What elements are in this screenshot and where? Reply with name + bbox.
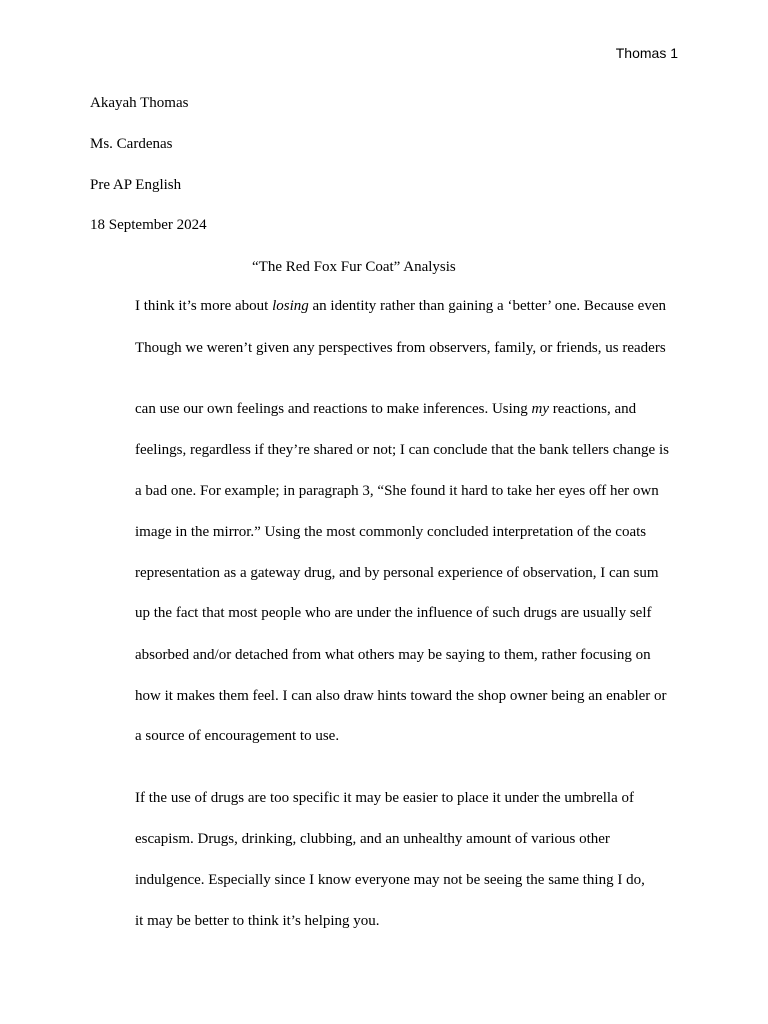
- paragraph-2-line-4: image in the mirror.” Using the most commonly concluded interpretation of the coats: [135, 524, 647, 540]
- paragraph-3-line-1: If the use of drugs are too specific it may be easier to place it under the umbrella of: [135, 790, 634, 806]
- paragraph-1-line-2: Though we weren’t given any perspectives from observers, family, or friends, us readers: [135, 340, 666, 356]
- course-name: Pre AP English: [90, 177, 182, 193]
- paragraph-2-line-6: up the fact that most people who are under the influence of such drugs are usually self: [135, 605, 652, 621]
- text-run: I think it’s more about: [135, 298, 273, 314]
- paragraph-2-line-8: how it makes them feel. I can also draw hints toward the shop owner being an enabler or: [135, 688, 667, 704]
- paragraph-2-line-5: representation as a gateway drug, and by personal experience of observation, I can sum: [135, 565, 659, 581]
- paragraph-1-line-1: [135, 297, 666, 315]
- text-run: can use our own feelings and reactions to make inferences. Using: [135, 401, 532, 417]
- paragraph-2-line-2: feelings, regardless if they’re shared or not; I can conclude that the bank tellers change is: [135, 442, 669, 458]
- paragraph-3-line-4: it may be better to think it’s helping you.: [135, 913, 380, 929]
- emphasis-text: losing: [272, 298, 309, 314]
- text-run: an identity rather than gaining a ‘better’ one. Because even: [308, 298, 666, 314]
- student-name: Akayah Thomas: [90, 95, 189, 111]
- essay-date: 18 September 2024: [90, 217, 207, 233]
- text-run: reactions, and: [549, 401, 637, 417]
- teacher-name: Ms. Cardenas: [90, 136, 173, 152]
- emphasis-text: my: [531, 401, 550, 417]
- paragraph-2-line-7: absorbed and/or detached from what others may be saying to them, rather focusing on: [135, 647, 651, 663]
- essay-title: “The Red Fox Fur Coat” Analysis: [252, 259, 456, 275]
- paragraph-3-line-2: escapism. Drugs, drinking, clubbing, and an unhealthy amount of various other: [135, 831, 610, 847]
- paragraph-2-line-3: a bad one. For example; in paragraph 3, “She found it hard to take her eyes off her own: [135, 483, 659, 499]
- running-head: Thomas 1: [615, 45, 678, 61]
- paragraph-2-line-9: a source of encouragement to use.: [135, 728, 340, 744]
- paragraph-2-line-1: [135, 400, 636, 418]
- paragraph-3-line-3: indulgence. Especially since I know everyone may not be seeing the same thing I do,: [135, 872, 645, 888]
